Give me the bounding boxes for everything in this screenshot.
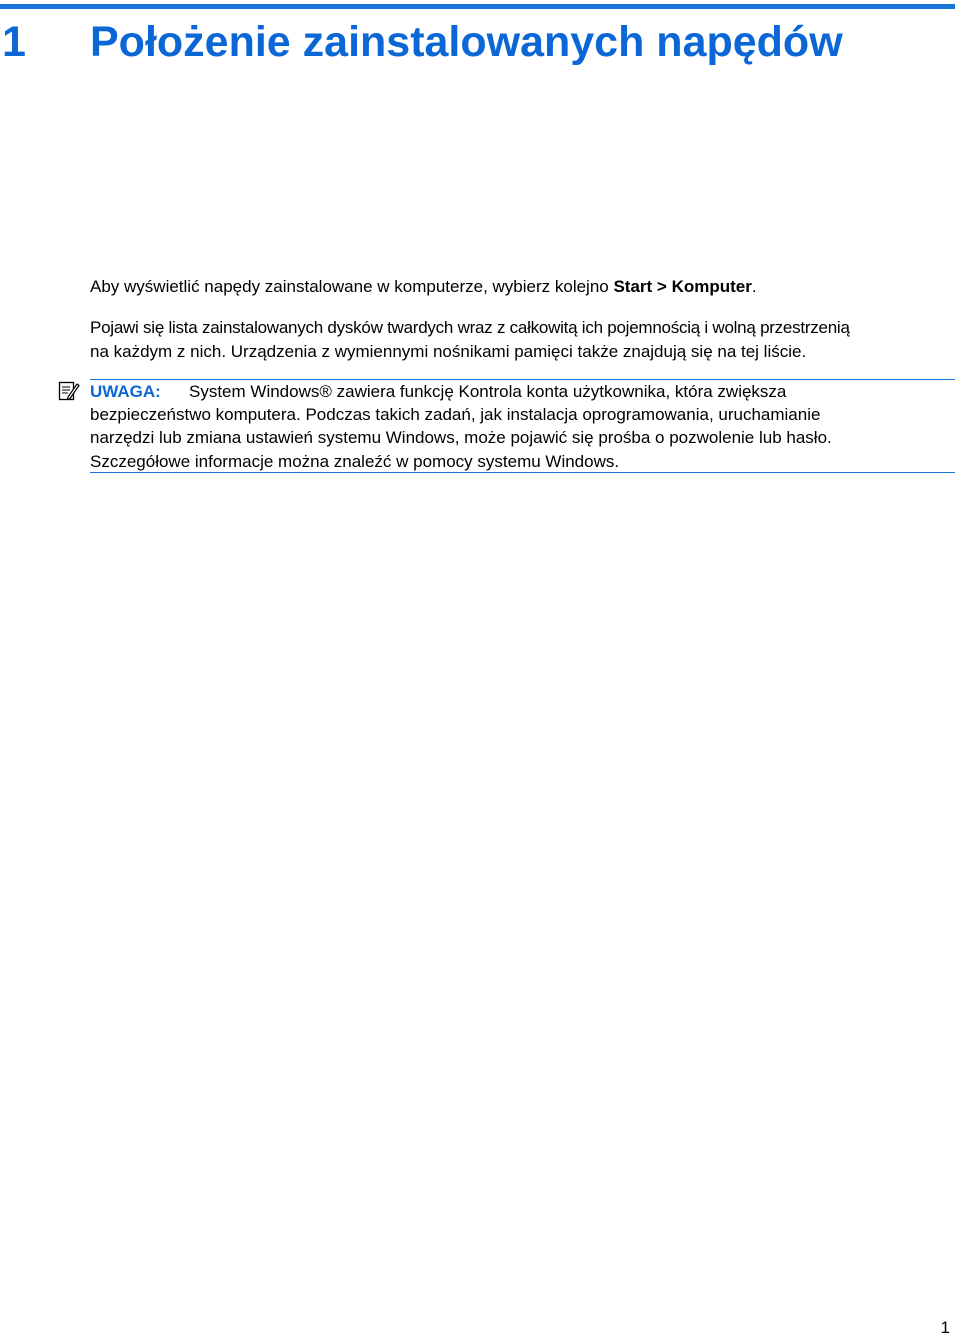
note-bottom-rule [90,472,955,473]
chapter-heading [0,14,955,70]
chapter-title: Położenie zainstalowanych napędów [90,18,843,66]
note-pencil-icon [58,380,80,402]
intro-paragraph [90,275,955,299]
note-line-4: Szczegółowe informacje można znaleźć w pomocy systemu Windows. [90,451,620,471]
chapter-number: 1 [2,18,26,66]
menu-path: Start > Komputer [613,277,752,296]
drives-line-1: Pojawi się lista zainstalowanych dysków twardych wraz z całkowitą ich pojemnością i wolną przestrzenią [90,318,850,337]
note-block [90,380,955,473]
page-number: 1 [940,1318,950,1337]
header-rule [0,4,955,9]
drives-paragraph [90,316,955,363]
intro-end: . [751,277,757,296]
note-label: UWAGA: [90,382,161,401]
note-line-1: System Windows® zawiera funkcję Kontrola konta użytkownika, która zwiększa [189,382,787,401]
intro-text: Aby wyświetlić napędy zainstalowane w komputerze, wybierz kolejno [90,277,614,296]
drives-line-2: na każdym z nich. Urządzenia z wymiennymi nośnikami pamięci także znajdują się na tej liście. [90,341,807,361]
note-line-3: narzędzi lub zmiana ustawień systemu Windows, może pojawić się prośba o pozwolenie lub hasło. [90,428,832,448]
note-line-2: bezpieczeństwo komputera. Podczas takich zadań, jak instalacja oprogramowania, uruchamianie [90,405,821,425]
